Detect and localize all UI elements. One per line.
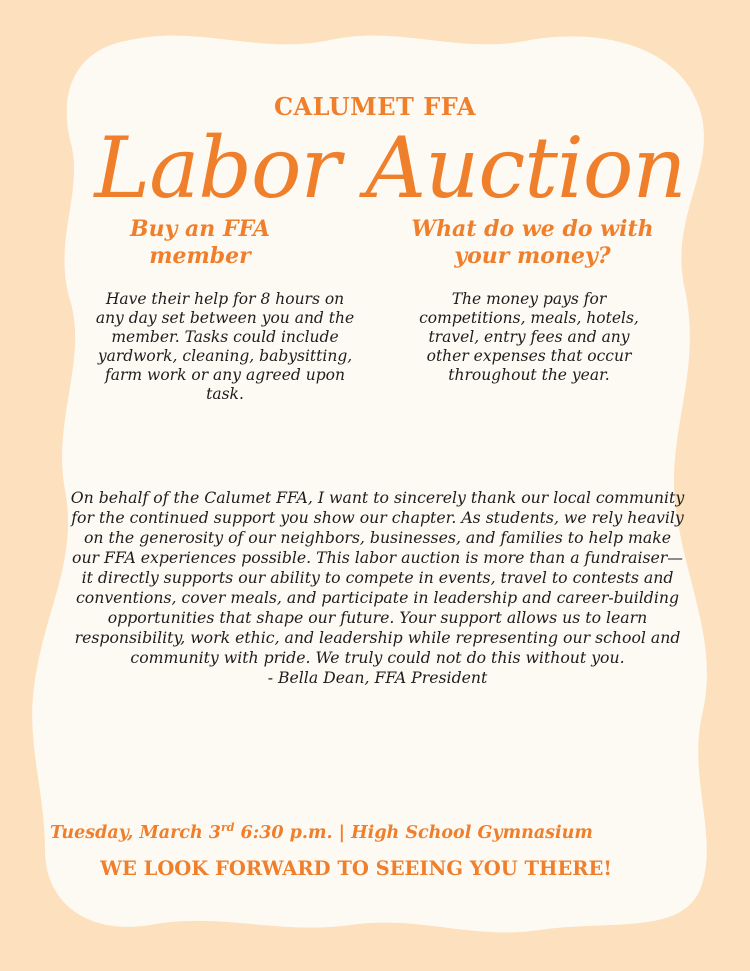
left-column-heading: Buy an FFA member bbox=[130, 216, 270, 269]
right-column-heading: What do we do with your money? bbox=[411, 216, 654, 269]
letter-signature: - Bella Dean, FFA President bbox=[267, 668, 488, 687]
event-date: Tuesday, March 3 bbox=[50, 822, 221, 843]
event-date-ordinal: rd bbox=[220, 821, 235, 834]
page-title: Labor Auction bbox=[94, 119, 686, 217]
organization-name: CALUMET FFA bbox=[273, 92, 477, 121]
event-time-location: 6:30 p.m. | High School Gymnasium bbox=[234, 822, 593, 843]
president-letter bbox=[70, 488, 685, 688]
right-column-body: The money pays for competitions, meals, hotels, travel, entry fees and any other expenses that occur throughout the year. bbox=[419, 290, 639, 384]
event-details bbox=[50, 821, 700, 843]
left-column-body: Have their help for 8 hours on any day set between you and the member. Tasks could include yardwork, cleaning, babysitting, farm work or any agreed upon task. bbox=[95, 290, 355, 403]
letter-body: On behalf of the Calumet FFA, I want to sincerely thank our local community for the continued support you show our chapter. As students, we rely heavily on the generosity of our neighbors, businesses, and families to help make our FFA experiences possible. This labor auction is more than a fundraiser—it directly supports our ability to compete in events, travel to contests and conventions, cover meals, and participate in leadership and career-building opportunities that shape our future. Your support allows us to learn responsibility, work ethic, and leadership while representing our school and community with pride. We truly could not do this without you. bbox=[70, 488, 685, 667]
closing-message: WE LOOK FORWARD TO SEEING YOU THERE! bbox=[100, 857, 612, 880]
